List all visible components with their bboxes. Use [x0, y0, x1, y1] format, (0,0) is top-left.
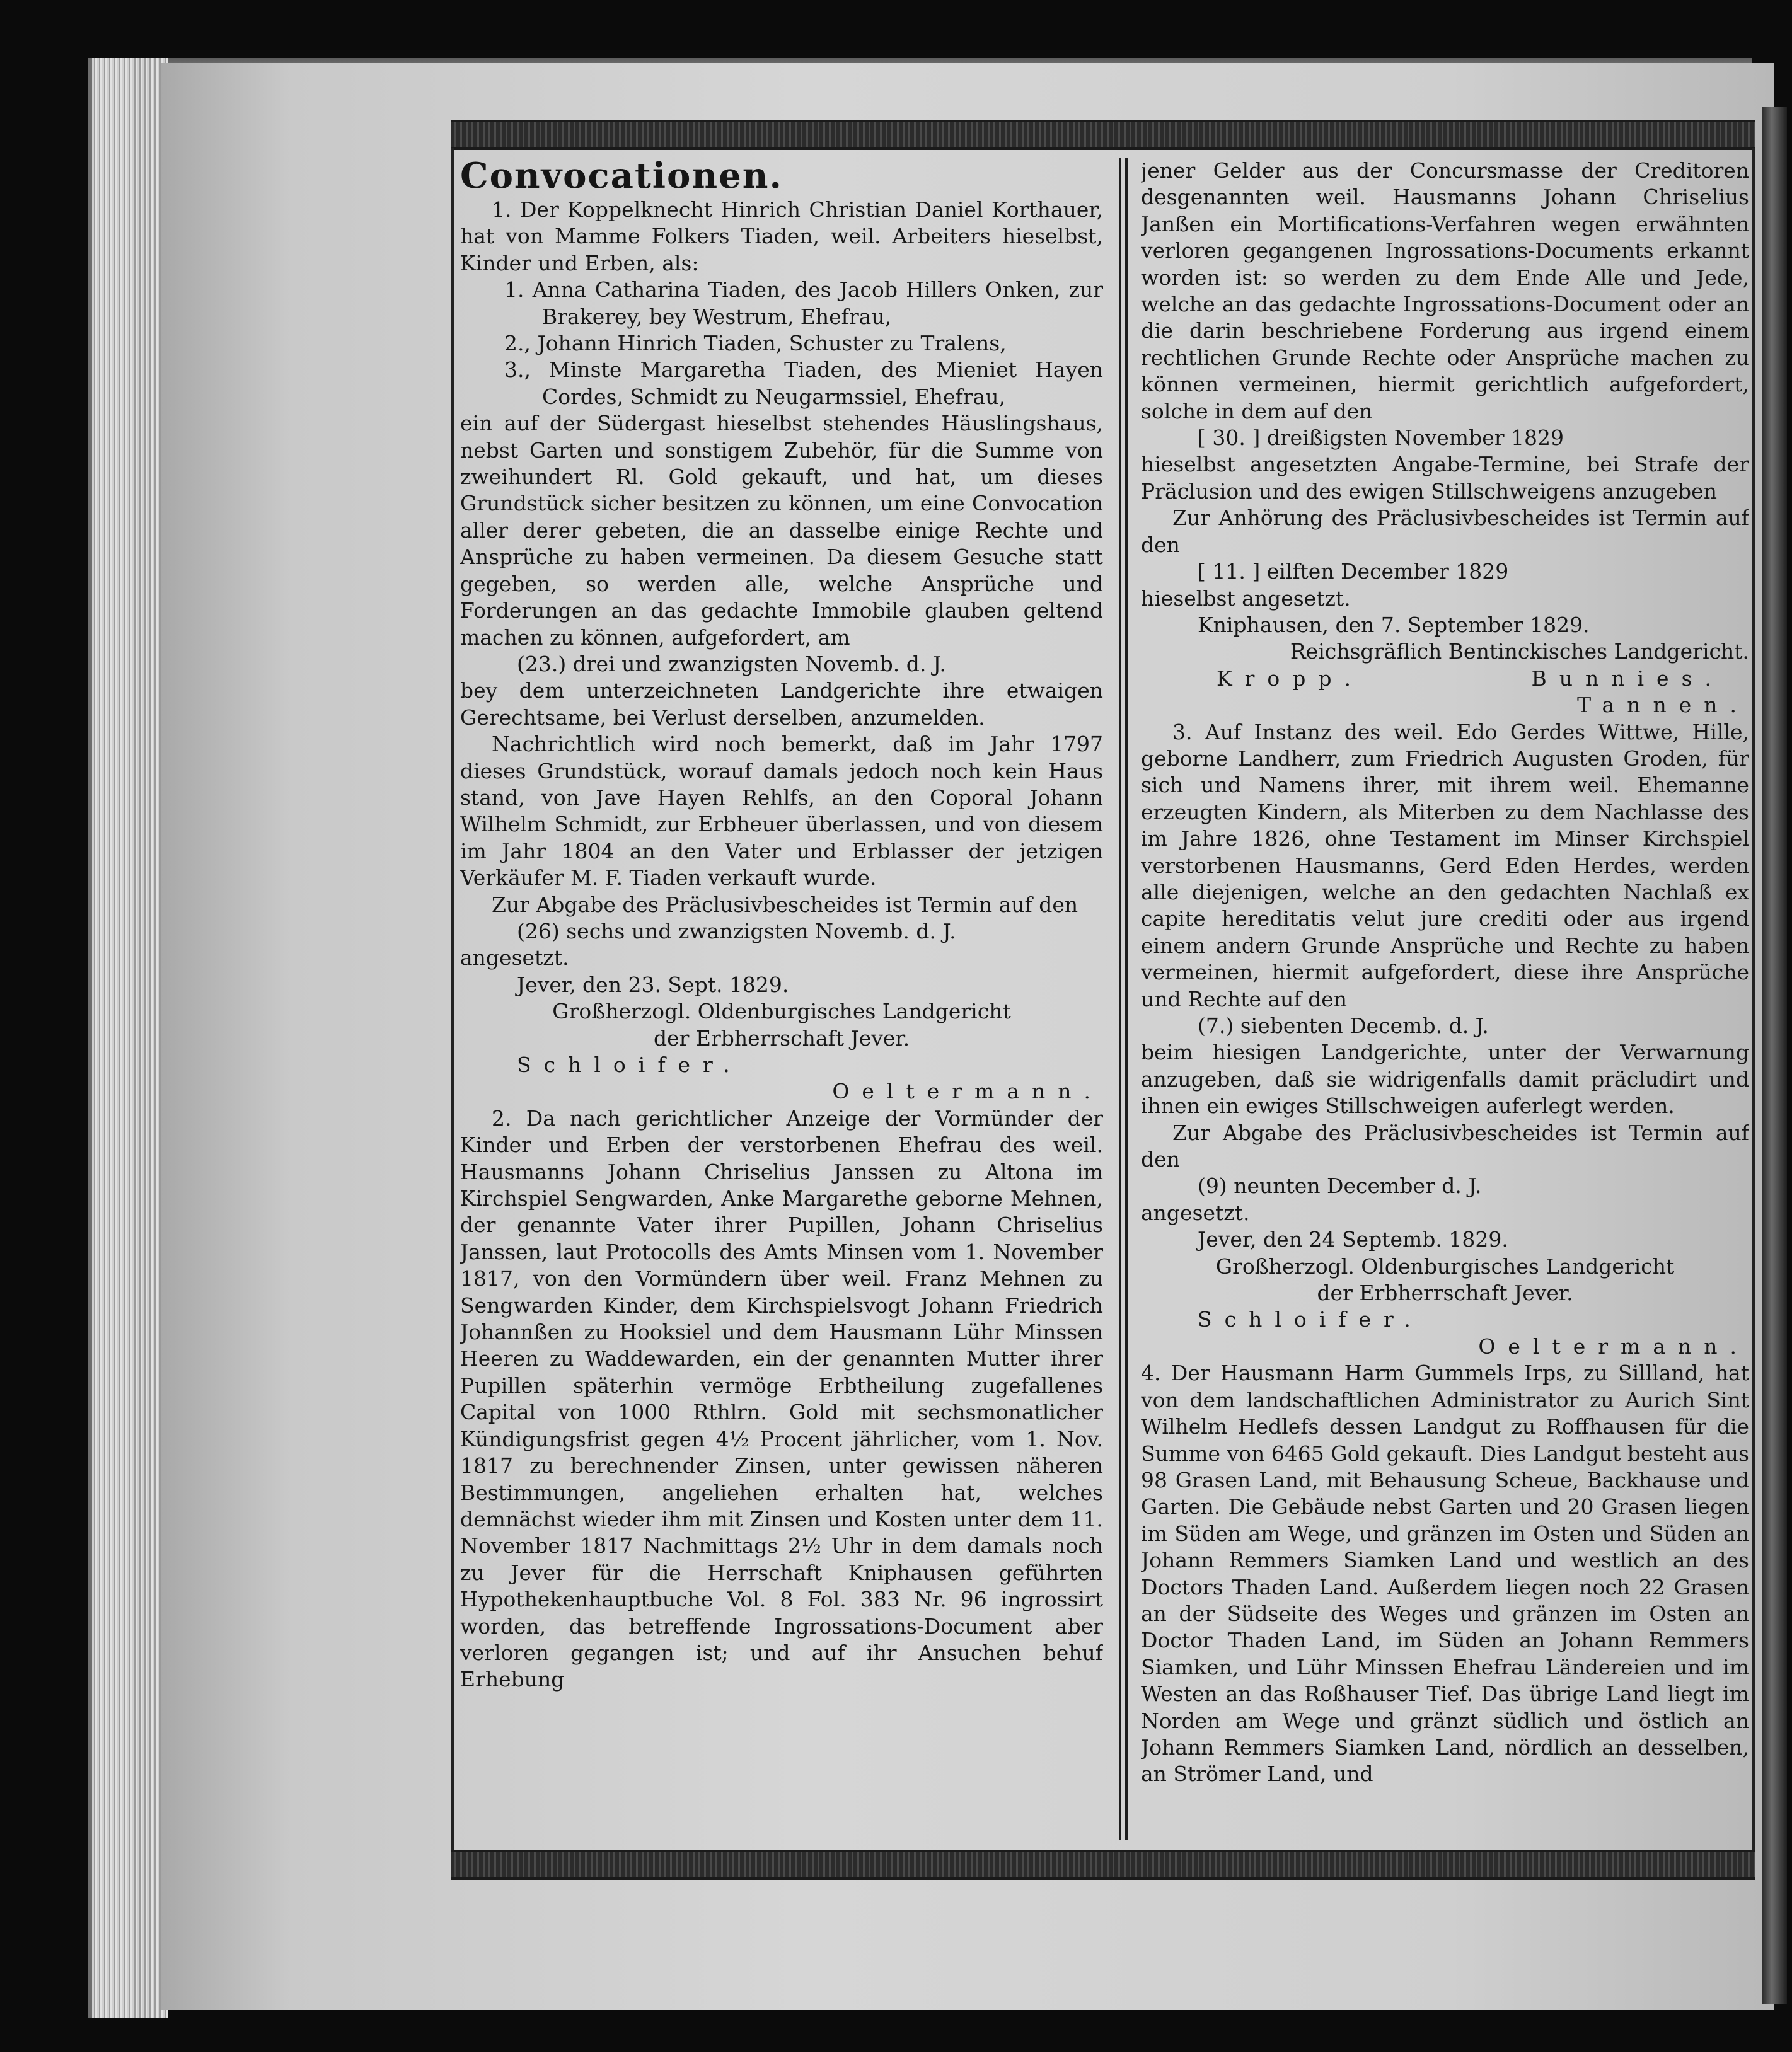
- notice-3-court-line-1: Großherzogl. Oldenburgisches Landgericht: [1215, 1254, 1675, 1279]
- notice-1-heir-1: 1. Anna Catharina Tiaden, des Jacob Hillers Onken, zur Brakerey, bey Westrum, Ehefrau,: [504, 277, 1103, 329]
- notice-2-mid: hieselbst angesetzten Angabe-Termine, bei Strafe der Präclusion und des ewigen Stillschweigens anzugeben: [1141, 452, 1749, 504]
- notice-1-body: ein auf der Südergast hieselbst stehendes Häuslingshaus, nebst Garten und sonstigem Zubehör, für die Summe von zweihundert Rl. Gold gekauft, und hat, um dieses Grundstück sicher besitzen zu können, um eine Convocation aller derer gebeten, die an dasselbe einige Rechte und Ansprüche zu haben vermeinen. Da diesem Gesuche statt gegeben, so werden alle, welche Ansprüche und Forderungen an das gedachte Immobile glauben geltend machen zu können, aufgefordert, am: [460, 411, 1103, 650]
- notice-3-set: angesetzt.: [1141, 1200, 1250, 1225]
- notice-2-continued: jener Gelder aus der Concursmasse der Creditoren desgenannten weil. Hausmanns Johann Chriselius Janßen ein Mortifications-Verfahren wegen erwähnten verloren gegangenen Ingrossations-Documents erkannt worden ist: so werden zu dem Ende Alle und Jede, welche an das gedachte Ingrossations-Document oder an die darin beschriebene Forderung aus irgend einem rechtlichen Grunde Rechte oder Ansprüche machen zu können vermeinen, hiermit gerichtlich aufgefordert, solche in dem auf den: [1141, 158, 1749, 424]
- notice-2-body: 2. Da nach gerichtlicher Anzeige der Vormünder der Kinder und Erben der verstorbenen Ehefrau des weil. Hausmanns Johann Chriselius Janssen zu Altona im Kirchspiel Sengwarden, Anke Margarethe geborne Mehnen, der genannte Vater ihrer Pupillen, Johann Chriselius Janssen, laut Protocolls des Amts Minsen vom 1. November 1817, von den Vormündern über weil. Franz Mehnen zu Sengwarden Kinder, dem Kirchspielsvogt Johann Friedrich Johannßen zu Hooksiel und dem Hausmann Lühr Minssen Heeren zu Waddewarden, ein der genannten Mutter ihrer Pupillen späterhin vermöge Erbtheilung zugefallenes Capital von 1000 Rthlrn. Gold mit sechsmonatlicher Kündigungsfrist gegen 4½ Procent jährlicher, vom 1. Nov. 1817 zu berechnender Zinsen, unter gewissen näheren Bestimmungen, angeliehen erhalten hat, welches demnächst wieder ihm mit Zinsen und Kosten unter dem 11. November 1817 Nachmittags 2½ Uhr in dem damals noch zu Jever für die Herrschaft Kniphausen geführten Hypothekenhauptbuche Vol. 8 Fol. 383 Nr. 96 ingrossirt worden, das betreffende Ingrossations-Document aber verloren gegangen ist; und auf ihr Ansuchen behuf Erhebung: [460, 1105, 1103, 1692]
- left-column: [460, 158, 1103, 1840]
- notice-1-signature-2: Oeltermann.: [832, 1079, 1103, 1104]
- notice-1-set: angesetzt.: [460, 945, 569, 971]
- top-border-rule: [451, 120, 1755, 150]
- notice-3-signature-2: Oeltermann.: [1478, 1334, 1749, 1359]
- notice-2-court: Reichsgräflich Bentinckisches Landgericht.: [1290, 639, 1749, 664]
- notice-1-after: bey dem unterzeichneten Landgerichte ihre etwaigen Gerechtsame, bei Verlust derselben, anzumelden.: [460, 678, 1103, 730]
- notice-2-set: hieselbst angesetzt.: [1141, 585, 1351, 611]
- notice-3-date: (7.) siebenten Decemb. d. J.: [1198, 1013, 1489, 1038]
- notice-1-court-line-2: der Erbherrschaft Jever.: [653, 1025, 910, 1051]
- notice-2-signature-3: Tannen.: [1577, 693, 1749, 718]
- notice-3-signature-1: Schloifer.: [1198, 1307, 1423, 1332]
- notice-4-body: 4. Der Hausmann Harm Gummels Irps, zu Sillland, hat von dem landschaftlichen Administrator zu Aurich Sint Wilhelm Hedlefs dessen Landgut zu Roffhausen für die Summe von 6465 Gold gekauft. Dies Landgut besteht aus 98 Grasen Land, mit Behausung Scheue, Backhause und Garten. Die Gebäude nebst Garten und 20 Grasen liegen im Süden am Wege, und gränzen im Osten und Süden an Johann Remmers Siamken Land und westlich an des Doctors Thaden Land. Außerdem liegen noch 22 Grasen an der Südseite des Weges und gränzen im Osten an Doctor Thaden Land, im Süden an Johann Remmers Siamken, und Lühr Minssen Ehefrau Ländereien und im Westen an das Roßhauser Tief. Das übrige Land liegt im Norden am Wege und gränzt südlich und östlich an Johann Remmers Siamken Land, nördlich an desselben, an Strömer Land, und: [1141, 1361, 1749, 1787]
- notice-1-signature-1: Schloifer.: [517, 1052, 743, 1077]
- notice-2-date-2: [ 11. ] eilften December 1829: [1198, 559, 1509, 584]
- notice-1-heir-2: 2., Johann Hinrich Tiaden, Schuster zu Tralens,: [504, 331, 1007, 356]
- bottom-border-rule: [451, 1850, 1755, 1880]
- notice-2-signatures: [1141, 666, 1749, 692]
- section-heading: Convocationen.: [460, 158, 783, 197]
- notice-2-term: Zur Anhörung des Präclusivbescheides ist Termin auf den: [1141, 505, 1749, 557]
- notice-1-court-line-1: Großherzogl. Oldenburgisches Landgericht: [552, 999, 1011, 1024]
- notice-2-place-date: Kniphausen, den 7. September 1829.: [1198, 612, 1590, 637]
- column-divider: [1119, 158, 1128, 1840]
- notice-1-date: (23.) drei und zwanzigsten Novemb. d. J.: [517, 651, 946, 676]
- notice-3-after: beim hiesigen Landgerichte, unter der Verwarnung anzugeben, daß sie widrigenfalls damit präcludirt und ihnen ein ewiges Stillschweigen auferlegt werden.: [1141, 1040, 1749, 1119]
- notice-1-intro: 1. Der Koppelknecht Hinrich Christian Daniel Korthauer, hat von Mamme Folkers Tiaden, weil. Arbeiters hieselbst, Kinder und Erben, als:: [460, 197, 1103, 275]
- notice-2-signature-2: Bunnies.: [1531, 666, 1724, 691]
- notice-1-term-date: (26) sechs und zwanzigsten Novemb. d. J.: [517, 918, 956, 943]
- book-page-edges: [88, 58, 168, 2018]
- notice-1-term: Zur Abgabe des Präclusivbescheides ist Termin auf den: [492, 892, 1078, 917]
- notice-1-note: Nachrichtlich wird noch bemerkt, daß im Jahr 1797 dieses Grundstück, worauf damals jedoch noch kein Haus stand, von Jave Hayen Rehlfs, an den Coporal Johann Wilhelm Schmidt, zur Erbheuer überlassen, und von diesem im Jahr 1804 an den Vater und Erblasser der jetzigen Verkäufer M. F. Tiaden verkauft wurde.: [460, 732, 1103, 891]
- right-column: [1141, 158, 1749, 1840]
- notice-3-body: 3. Auf Instanz des weil. Edo Gerdes Wittwe, Hille, geborne Landherr, zum Friedrich Augusten Groden, für sich und Namens ihrer, mit ihrem weil. Ehemanne erzeugten Kindern, als Miterben zu dem Nachlasse des im Jahre 1826, ohne Testament im Minser Kirchspiel verstorbenen Hausmanns, Gerd Eden Herdes, werden alle diejenigen, welche an den gedachten Nachlaß ex capite hereditatis velut jure crediti oder aus irgend einem andern Grunde Ansprüche und Rechte zu haben vermeinen, hiermit aufgefordert, diese ihre Ansprüche und Rechte auf den: [1141, 719, 1749, 1012]
- notice-3-term-date: (9) neunten December d. J.: [1198, 1173, 1482, 1199]
- notice-1-place-date: Jever, den 23. Sept. 1829.: [517, 972, 789, 997]
- book-gutter-shadow: [1762, 107, 1787, 2004]
- notice-1-heir-3: 3., Minste Margaretha Tiaden, des Mieniet Hayen Cordes, Schmidt zu Neugarmssiel, Ehefrau,: [504, 357, 1103, 409]
- notice-3-place-date: Jever, den 24 Septemb. 1829.: [1198, 1227, 1508, 1252]
- notice-2-signature-1: Kropp.: [1217, 666, 1364, 691]
- notice-2-date-1: [ 30. ] dreißigsten November 1829: [1198, 425, 1564, 451]
- notice-3-court-line-2: der Erbherrschaft Jever.: [1317, 1281, 1573, 1306]
- notice-3-term: Zur Abgabe des Präclusivbescheides ist Termin auf den: [1141, 1120, 1749, 1172]
